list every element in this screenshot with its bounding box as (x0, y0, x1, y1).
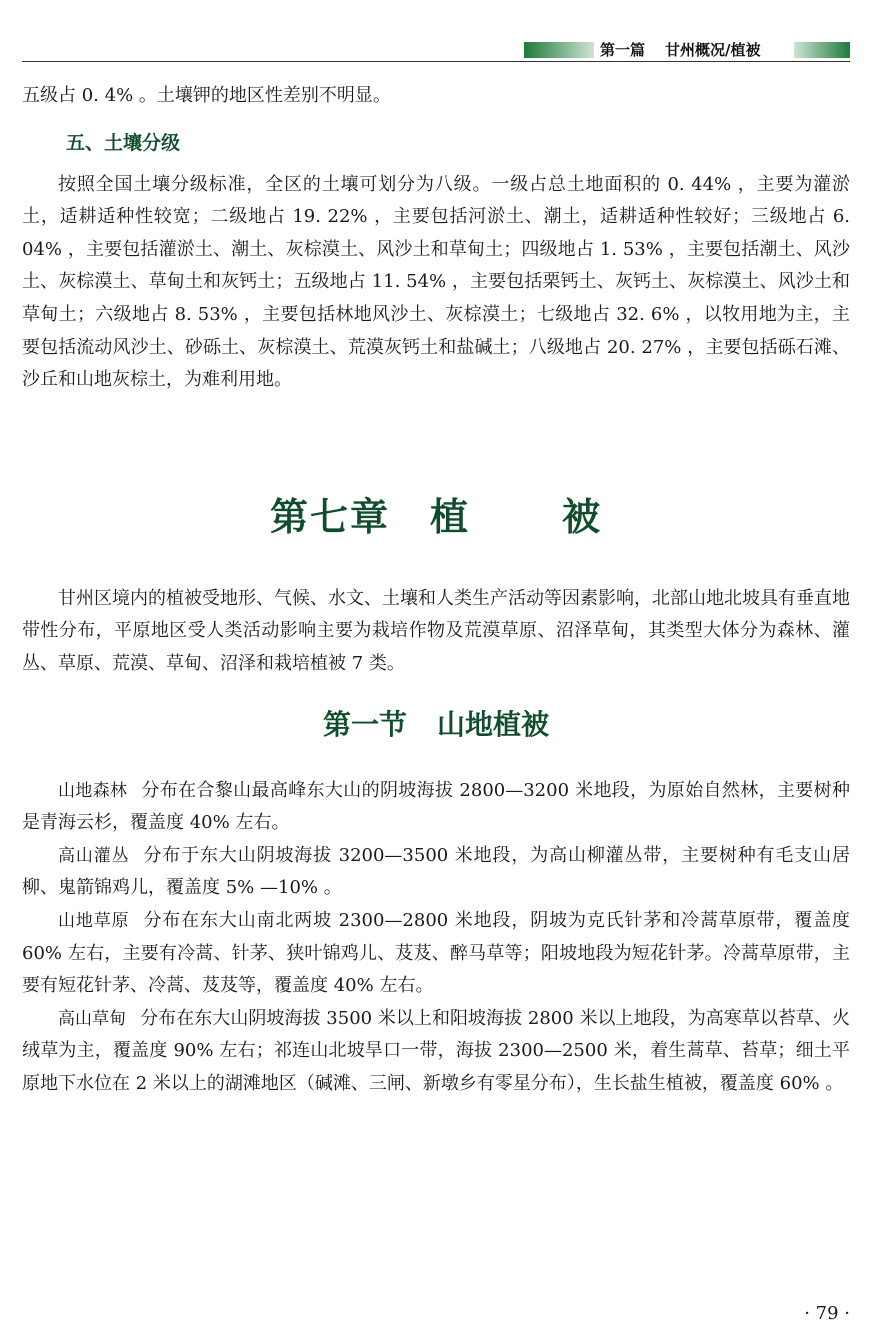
entry-term: 高山灌丛 (58, 845, 130, 866)
header-accent-bar-right (794, 42, 850, 58)
chapter-intro-paragraph: 甘州区境内的植被受地形、气候、水文、土壤和人类生产活动等因素影响，北部山地北坡具有垂直地带性分布，平原地区受人类活动影响主要为栽培作物及荒漠草原、沼泽草甸，其类型大体分为森林、灌丛、草原、荒漠、草甸、沼泽和栽培植被 7 类。 (22, 587, 850, 674)
soil-grading-paragraph: 按照全国土壤分级标准，全区的土壤可划分为八级。一级占总土地面积的 0. 44% ，主要为灌淤土，适耕适种性较宽；二级地占 19. 22% ，主要包括河淤土、潮土，适耕适种性较好；三级地占 6. 04% ，主要包括灌淤土、潮土、灰棕漠土、风沙土和草甸土；四级地占 1. 53% ，主要包括潮土、风沙土、灰棕漠土、草甸土和灰钙土；五级地占 11. 54% ，主要包括栗钙土、灰钙土、灰棕漠土、风沙土和草甸土；六级地占 8. 53% ，主要包括林地风沙土、灰棕漠土；七级地占 32. 6% ，以牧用地为主，主要包括流动风沙土、砂砾土、灰棕漠土、荒漠灰钙土和盐碱土；八级地占 20. 27% ，主要包括砾石滩、沙丘和山地灰棕土，为难利用地。 (22, 173, 850, 391)
header-text (600, 40, 792, 60)
section-name: 山地植被 (437, 707, 550, 741)
continued-paragraph: 五级占 0. 4% 。土壤钾的地区性差别不明显。 (22, 85, 391, 106)
header-rule (22, 61, 850, 62)
entry-text: 分布在东大山南北两坡 2300—2800 米地段，阴坡为克氏针茅和冷蒿草原带，覆盖度 60% 左右，主要有冷蒿、针茅、狭叶锦鸡儿、芨芨、醉马草等；阳坡地段为短花针茅。冷蒿草原带，主要有短花针茅、冷蒿、芨芨等，覆盖度 40% 左右。 (22, 909, 850, 997)
entry-mountain-steppe (22, 905, 850, 1003)
soil-grading-heading: 五、土壤分级 (66, 131, 181, 154)
header-part: 第一篇 (600, 41, 646, 59)
entry-text: 分布在东大山阴坡海拔 3500 米以上和阳坡海拔 2800 米以上地段，为高寒草以苔草、火绒草为主，覆盖度 90% 左右；祁连山北坡旱口一带，海拔 2300—2500 米，着生蒿草、苔草；细土平原地下水位在 2 米以上的湖滩地区（碱滩、三闸、新墩乡有零星分布），生长盐生植被，覆盖度 60% 。 (22, 1007, 850, 1094)
header-accent-bar-left (524, 42, 594, 58)
entry-term: 山地森林 (58, 780, 128, 801)
entry-mountain-forest (22, 775, 850, 840)
header-title: 甘州概况/植被 (665, 41, 761, 59)
page-number: · 79 · (804, 1303, 850, 1324)
entry-term: 高山草甸 (58, 1008, 127, 1029)
entry-text: 分布于东大山阴坡海拔 3200—3500 米地段，为高山柳灌丛带，主要树种有毛支山居柳、鬼箭锦鸡儿，覆盖度 5% —10% 。 (22, 844, 850, 899)
section-number: 第一节 (322, 707, 407, 741)
page-body (22, 80, 850, 1100)
entry-term: 山地草原 (58, 910, 130, 931)
entry-alpine-meadow (22, 1003, 850, 1101)
entry-alpine-shrub (22, 840, 850, 905)
chapter-number: 第七章 (269, 494, 390, 539)
chapter-title-char-1: 植 (429, 494, 470, 539)
entry-text: 分布在合黎山最高峰东大山的阴坡海拔 2800—3200 米地段，为原始自然林，主要树种是青海云杉，覆盖度 40% 左右。 (22, 779, 851, 834)
running-header (22, 40, 850, 60)
chapter-title (22, 491, 850, 543)
section-title (22, 705, 850, 745)
chapter-title-char-2: 被 (562, 494, 603, 539)
